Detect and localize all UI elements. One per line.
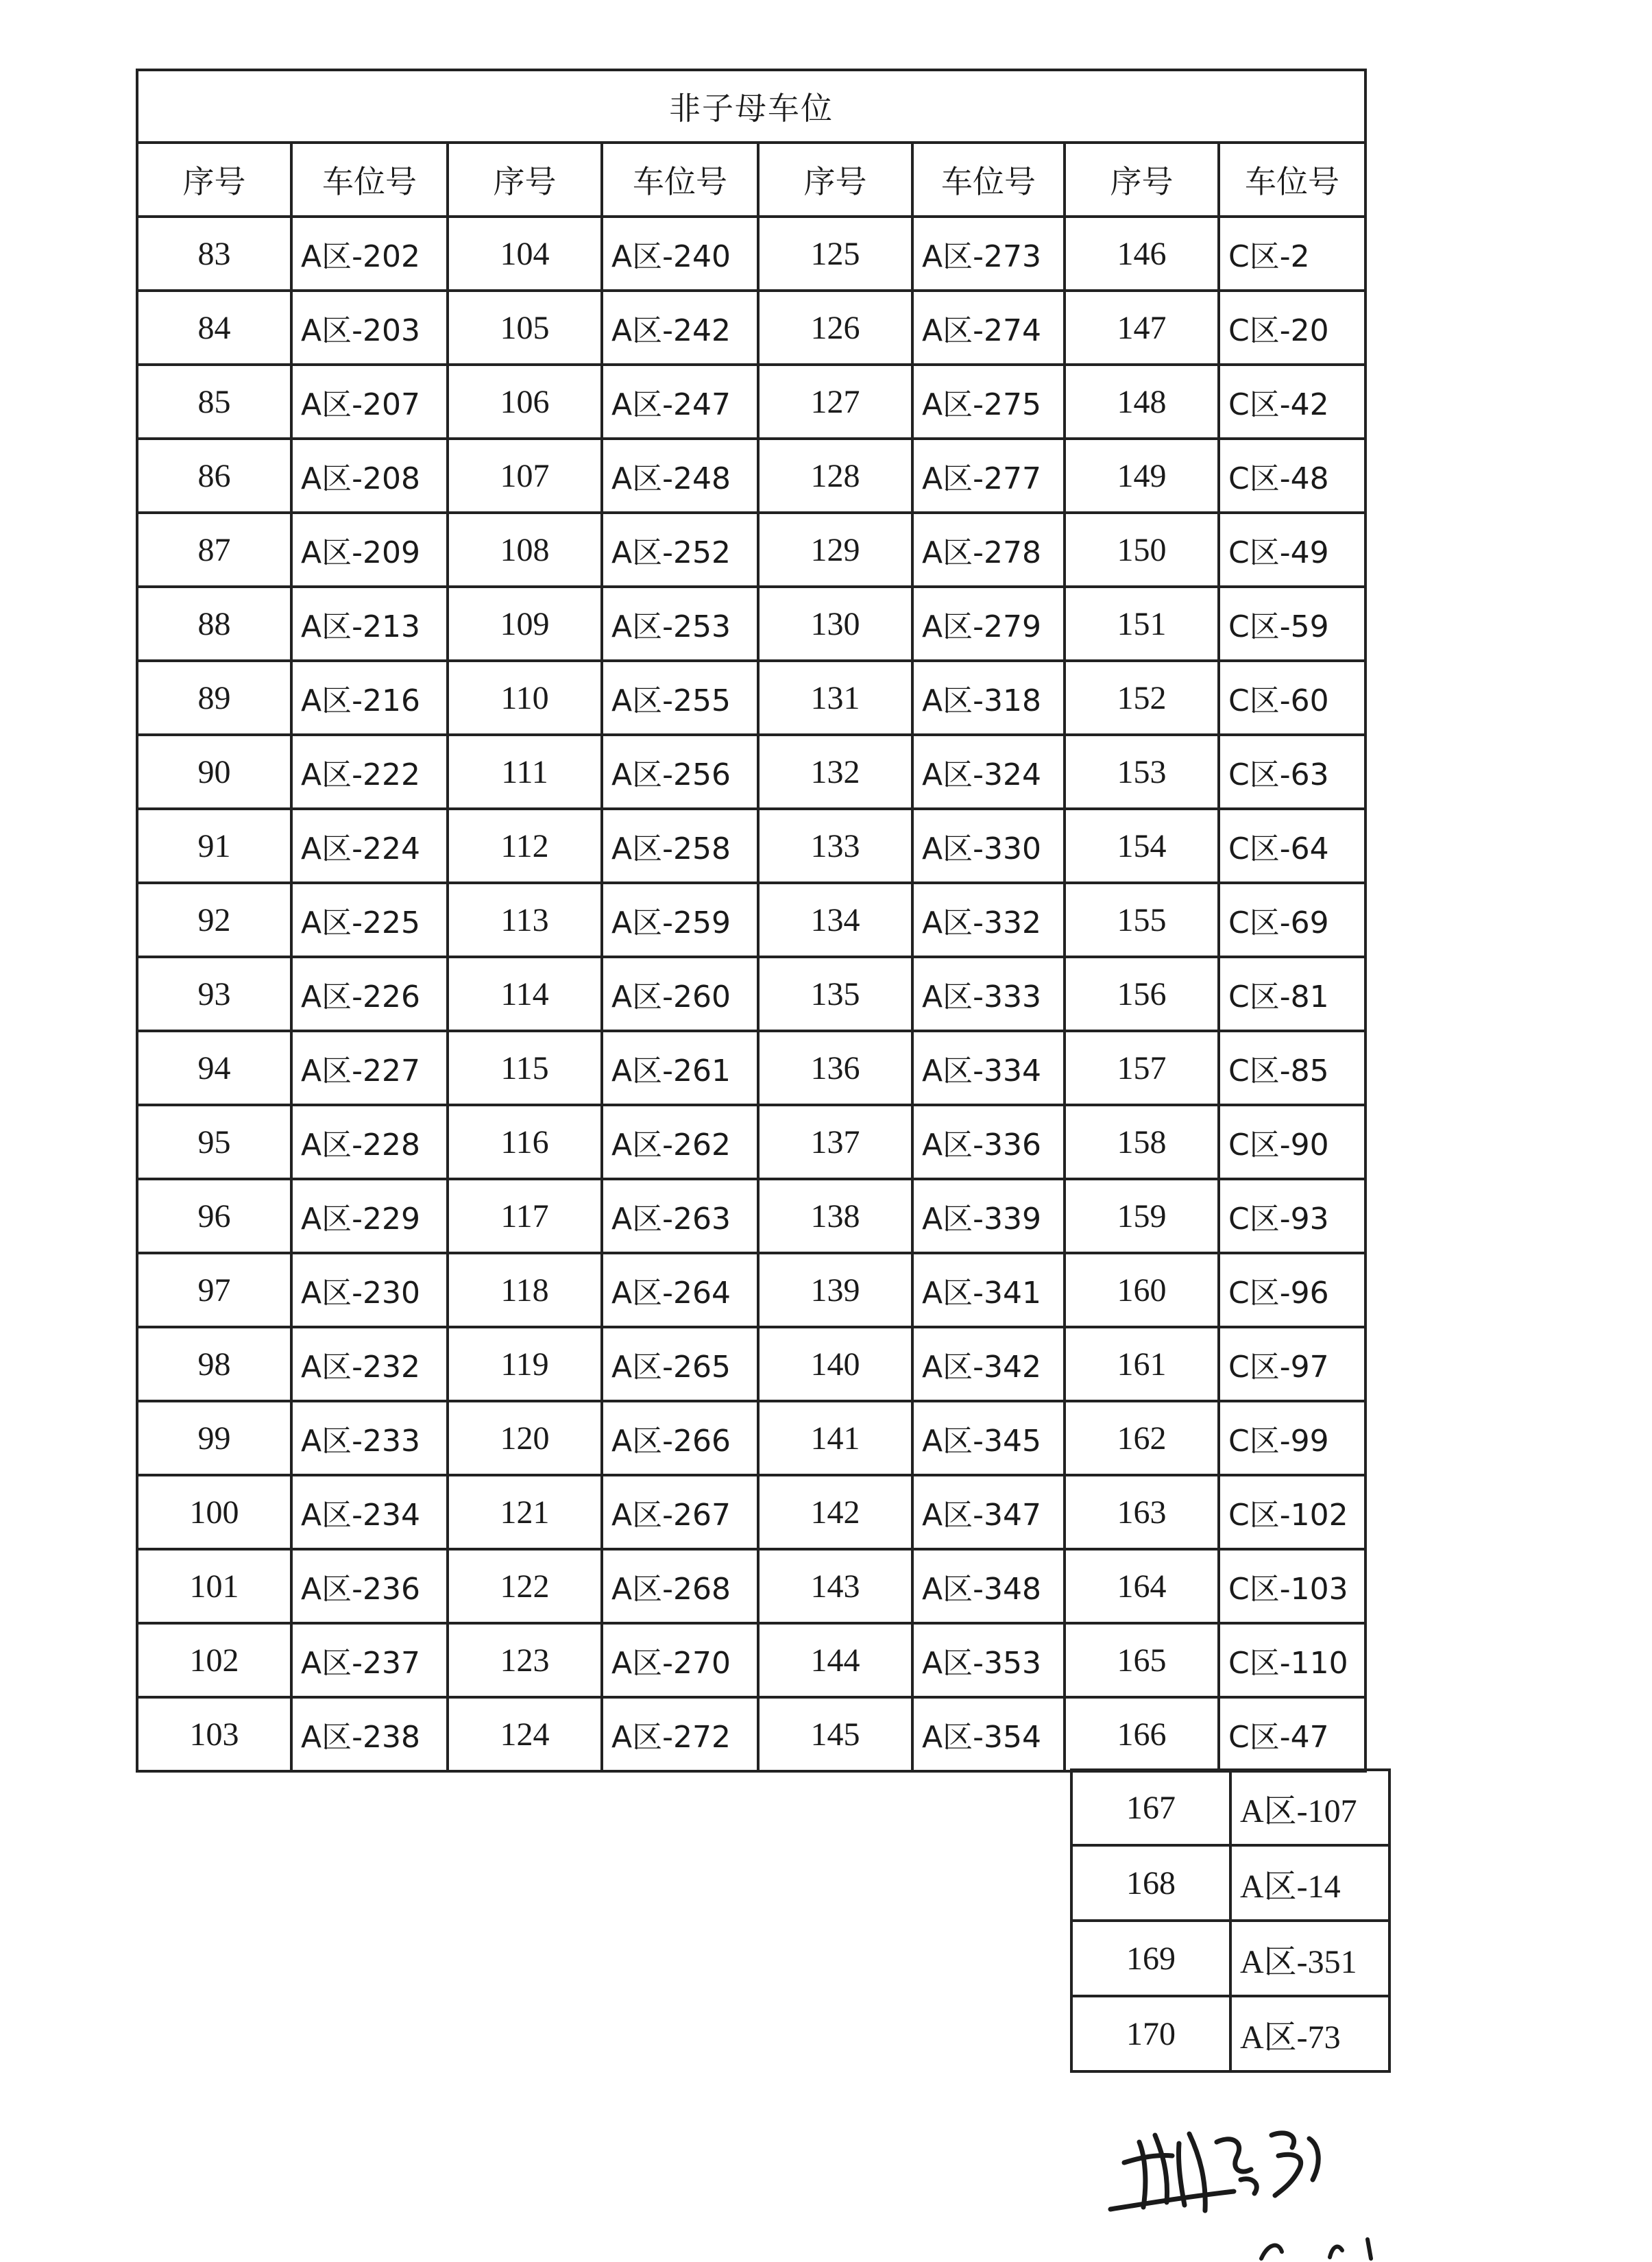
serial-number-cell: 138 xyxy=(758,1179,912,1253)
table-row xyxy=(137,661,1365,735)
serial-number-cell: 153 xyxy=(1065,735,1219,809)
parking-space-cell: A区-277 xyxy=(912,439,1065,513)
serial-number-cell: 87 xyxy=(137,513,291,587)
parking-space-cell: A区-268 xyxy=(602,1549,758,1623)
parking-space-cell: A区-14 xyxy=(1230,1845,1389,1921)
table-row xyxy=(137,1549,1365,1623)
parking-space-cell: C区-96 xyxy=(1219,1253,1365,1327)
serial-number-cell: 141 xyxy=(758,1401,912,1475)
parking-space-cell: A区-333 xyxy=(912,957,1065,1031)
parking-space-cell: A区-265 xyxy=(602,1327,758,1401)
parking-space-table-continuation xyxy=(1070,1768,1391,2073)
parking-space-table xyxy=(136,69,1367,1773)
parking-space-cell: C区-47 xyxy=(1219,1697,1365,1771)
serial-number-cell: 98 xyxy=(137,1327,291,1401)
serial-number-cell: 134 xyxy=(758,883,912,957)
parking-space-cell: C区-85 xyxy=(1219,1031,1365,1105)
serial-number-cell: 112 xyxy=(448,809,602,883)
serial-number-cell: 136 xyxy=(758,1031,912,1105)
table-row xyxy=(137,1401,1365,1475)
parking-space-cell: A区-222 xyxy=(291,735,448,809)
parking-space-cell: A区-342 xyxy=(912,1327,1065,1401)
serial-number-cell: 128 xyxy=(758,439,912,513)
parking-space-cell: C区-2 xyxy=(1219,217,1365,291)
table-row xyxy=(137,957,1365,1031)
parking-space-cell: A区-232 xyxy=(291,1327,448,1401)
serial-number-cell: 114 xyxy=(448,957,602,1031)
parking-space-cell: A区-259 xyxy=(602,883,758,957)
serial-number-cell: 166 xyxy=(1065,1697,1219,1771)
table-row xyxy=(137,1327,1365,1401)
serial-number-cell: 104 xyxy=(448,217,602,291)
serial-number-cell: 126 xyxy=(758,291,912,365)
serial-number-cell: 168 xyxy=(1071,1845,1230,1921)
header-parking-space-number: 车位号 xyxy=(291,143,448,217)
serial-number-cell: 156 xyxy=(1065,957,1219,1031)
serial-number-cell: 151 xyxy=(1065,587,1219,661)
parking-space-cell: A区-202 xyxy=(291,217,448,291)
serial-number-cell: 169 xyxy=(1071,1921,1230,1996)
serial-number-cell: 90 xyxy=(137,735,291,809)
serial-number-cell: 146 xyxy=(1065,217,1219,291)
parking-space-cell: C区-49 xyxy=(1219,513,1365,587)
table-row xyxy=(1071,1996,1389,2071)
serial-number-cell: 159 xyxy=(1065,1179,1219,1253)
table-row xyxy=(137,1697,1365,1771)
handwritten-signature xyxy=(1104,2115,1350,2217)
serial-number-cell: 157 xyxy=(1065,1031,1219,1105)
serial-number-cell: 97 xyxy=(137,1253,291,1327)
serial-number-cell: 85 xyxy=(137,365,291,439)
parking-space-cell: A区-272 xyxy=(602,1697,758,1771)
serial-number-cell: 110 xyxy=(448,661,602,735)
parking-space-cell: A区-226 xyxy=(291,957,448,1031)
parking-space-cell: A区-334 xyxy=(912,1031,1065,1105)
parking-space-cell: A区-266 xyxy=(602,1401,758,1475)
parking-space-cell: A区-345 xyxy=(912,1401,1065,1475)
parking-space-cell: A区-230 xyxy=(291,1253,448,1327)
serial-number-cell: 124 xyxy=(448,1697,602,1771)
header-serial-number: 序号 xyxy=(448,143,602,217)
parking-space-cell: A区-261 xyxy=(602,1031,758,1105)
table-row xyxy=(1071,1921,1389,1996)
parking-space-cell: A区-253 xyxy=(602,587,758,661)
serial-number-cell: 152 xyxy=(1065,661,1219,735)
serial-number-cell: 118 xyxy=(448,1253,602,1327)
parking-space-cell: C区-93 xyxy=(1219,1179,1365,1253)
serial-number-cell: 133 xyxy=(758,809,912,883)
serial-number-cell: 139 xyxy=(758,1253,912,1327)
parking-space-cell: C区-97 xyxy=(1219,1327,1365,1401)
parking-space-cell: A区-260 xyxy=(602,957,758,1031)
serial-number-cell: 162 xyxy=(1065,1401,1219,1475)
serial-number-cell: 155 xyxy=(1065,883,1219,957)
table-row xyxy=(137,587,1365,661)
parking-space-cell: C区-102 xyxy=(1219,1475,1365,1549)
table-row xyxy=(137,1623,1365,1697)
serial-number-cell: 144 xyxy=(758,1623,912,1697)
parking-space-cell: A区-339 xyxy=(912,1179,1065,1253)
table-header-row xyxy=(137,143,1365,217)
parking-space-cell: A区-252 xyxy=(602,513,758,587)
serial-number-cell: 164 xyxy=(1065,1549,1219,1623)
parking-space-cell: A区-270 xyxy=(602,1623,758,1697)
parking-space-cell: A区-336 xyxy=(912,1105,1065,1179)
parking-space-cell: A区-247 xyxy=(602,365,758,439)
parking-space-cell: A区-332 xyxy=(912,883,1065,957)
parking-space-cell: A区-324 xyxy=(912,735,1065,809)
serial-number-cell: 99 xyxy=(137,1401,291,1475)
table-row xyxy=(137,1031,1365,1105)
parking-space-cell: A区-240 xyxy=(602,217,758,291)
serial-number-cell: 91 xyxy=(137,809,291,883)
parking-space-cell: A区-236 xyxy=(291,1549,448,1623)
table-row xyxy=(137,1179,1365,1253)
serial-number-cell: 125 xyxy=(758,217,912,291)
serial-number-cell: 83 xyxy=(137,217,291,291)
serial-number-cell: 88 xyxy=(137,587,291,661)
parking-space-cell: A区-248 xyxy=(602,439,758,513)
serial-number-cell: 163 xyxy=(1065,1475,1219,1549)
serial-number-cell: 140 xyxy=(758,1327,912,1401)
serial-number-cell: 117 xyxy=(448,1179,602,1253)
table-title: 非子母车位 xyxy=(137,70,1365,143)
serial-number-cell: 120 xyxy=(448,1401,602,1475)
parking-space-cell: A区-73 xyxy=(1230,1996,1389,2071)
parking-space-cell: C区-20 xyxy=(1219,291,1365,365)
serial-number-cell: 147 xyxy=(1065,291,1219,365)
parking-space-cell: A区-228 xyxy=(291,1105,448,1179)
parking-space-cell: A区-273 xyxy=(912,217,1065,291)
table-row xyxy=(137,883,1365,957)
parking-space-cell: A区-351 xyxy=(1230,1921,1389,1996)
parking-space-cell: C区-48 xyxy=(1219,439,1365,513)
parking-space-cell: A区-224 xyxy=(291,809,448,883)
parking-space-cell: A区-207 xyxy=(291,365,448,439)
serial-number-cell: 142 xyxy=(758,1475,912,1549)
parking-space-cell: A区-275 xyxy=(912,365,1065,439)
serial-number-cell: 93 xyxy=(137,957,291,1031)
serial-number-cell: 137 xyxy=(758,1105,912,1179)
parking-space-cell: C区-103 xyxy=(1219,1549,1365,1623)
parking-space-cell: A区-225 xyxy=(291,883,448,957)
parking-space-cell: C区-110 xyxy=(1219,1623,1365,1697)
parking-space-cell: C区-90 xyxy=(1219,1105,1365,1179)
parking-space-cell: A区-237 xyxy=(291,1623,448,1697)
table-title-row xyxy=(137,70,1365,143)
parking-space-cell: A区-255 xyxy=(602,661,758,735)
serial-number-cell: 92 xyxy=(137,883,291,957)
table-row xyxy=(1071,1845,1389,1921)
serial-number-cell: 109 xyxy=(448,587,602,661)
serial-number-cell: 148 xyxy=(1065,365,1219,439)
parking-space-cell: A区-107 xyxy=(1230,1770,1389,1845)
parking-space-cell: A区-278 xyxy=(912,513,1065,587)
serial-number-cell: 84 xyxy=(137,291,291,365)
handwritten-marks xyxy=(1248,2231,1385,2262)
serial-number-cell: 165 xyxy=(1065,1623,1219,1697)
serial-number-cell: 149 xyxy=(1065,439,1219,513)
parking-space-cell: A区-274 xyxy=(912,291,1065,365)
parking-space-cell: C区-60 xyxy=(1219,661,1365,735)
serial-number-cell: 101 xyxy=(137,1549,291,1623)
parking-space-cell: A区-242 xyxy=(602,291,758,365)
parking-space-cell: A区-330 xyxy=(912,809,1065,883)
parking-space-cell: A区-256 xyxy=(602,735,758,809)
parking-space-cell: A区-208 xyxy=(291,439,448,513)
table-row xyxy=(1071,1770,1389,1845)
parking-space-cell: A区-348 xyxy=(912,1549,1065,1623)
serial-number-cell: 161 xyxy=(1065,1327,1219,1401)
parking-space-cell: A区-229 xyxy=(291,1179,448,1253)
table-row xyxy=(137,513,1365,587)
serial-number-cell: 102 xyxy=(137,1623,291,1697)
parking-space-cell: C区-63 xyxy=(1219,735,1365,809)
serial-number-cell: 106 xyxy=(448,365,602,439)
header-serial-number: 序号 xyxy=(137,143,291,217)
parking-space-cell: A区-262 xyxy=(602,1105,758,1179)
serial-number-cell: 119 xyxy=(448,1327,602,1401)
serial-number-cell: 121 xyxy=(448,1475,602,1549)
parking-space-cell: A区-203 xyxy=(291,291,448,365)
serial-number-cell: 145 xyxy=(758,1697,912,1771)
parking-space-cell: C区-64 xyxy=(1219,809,1365,883)
serial-number-cell: 170 xyxy=(1071,1996,1230,2071)
serial-number-cell: 111 xyxy=(448,735,602,809)
serial-number-cell: 150 xyxy=(1065,513,1219,587)
serial-number-cell: 103 xyxy=(137,1697,291,1771)
serial-number-cell: 132 xyxy=(758,735,912,809)
serial-number-cell: 95 xyxy=(137,1105,291,1179)
parking-space-cell: A区-318 xyxy=(912,661,1065,735)
header-serial-number: 序号 xyxy=(758,143,912,217)
serial-number-cell: 107 xyxy=(448,439,602,513)
table-row xyxy=(137,809,1365,883)
serial-number-cell: 158 xyxy=(1065,1105,1219,1179)
serial-number-cell: 131 xyxy=(758,661,912,735)
serial-number-cell: 100 xyxy=(137,1475,291,1549)
parking-space-cell: A区-234 xyxy=(291,1475,448,1549)
serial-number-cell: 115 xyxy=(448,1031,602,1105)
parking-space-cell: A区-341 xyxy=(912,1253,1065,1327)
serial-number-cell: 127 xyxy=(758,365,912,439)
parking-space-cell: A区-216 xyxy=(291,661,448,735)
header-parking-space-number: 车位号 xyxy=(1219,143,1365,217)
parking-space-cell: A区-267 xyxy=(602,1475,758,1549)
parking-space-cell: A区-209 xyxy=(291,513,448,587)
serial-number-cell: 122 xyxy=(448,1549,602,1623)
serial-number-cell: 143 xyxy=(758,1549,912,1623)
parking-space-cell: A区-279 xyxy=(912,587,1065,661)
serial-number-cell: 89 xyxy=(137,661,291,735)
header-parking-space-number: 车位号 xyxy=(602,143,758,217)
serial-number-cell: 154 xyxy=(1065,809,1219,883)
parking-space-cell: C区-42 xyxy=(1219,365,1365,439)
serial-number-cell: 135 xyxy=(758,957,912,1031)
parking-space-cell: A区-263 xyxy=(602,1179,758,1253)
parking-space-cell: C区-81 xyxy=(1219,957,1365,1031)
serial-number-cell: 86 xyxy=(137,439,291,513)
header-serial-number: 序号 xyxy=(1065,143,1219,217)
table-row xyxy=(137,291,1365,365)
table-row xyxy=(137,365,1365,439)
parking-space-cell: A区-238 xyxy=(291,1697,448,1771)
serial-number-cell: 123 xyxy=(448,1623,602,1697)
table-row xyxy=(137,1253,1365,1327)
parking-space-cell: C区-69 xyxy=(1219,883,1365,957)
serial-number-cell: 94 xyxy=(137,1031,291,1105)
serial-number-cell: 130 xyxy=(758,587,912,661)
serial-number-cell: 105 xyxy=(448,291,602,365)
table-row xyxy=(137,1105,1365,1179)
table-row xyxy=(137,217,1365,291)
parking-space-cell: C区-99 xyxy=(1219,1401,1365,1475)
serial-number-cell: 160 xyxy=(1065,1253,1219,1327)
parking-space-cell: A区-354 xyxy=(912,1697,1065,1771)
serial-number-cell: 108 xyxy=(448,513,602,587)
table-row xyxy=(137,1475,1365,1549)
parking-space-cell: A区-213 xyxy=(291,587,448,661)
table-row xyxy=(137,735,1365,809)
parking-space-cell: A区-258 xyxy=(602,809,758,883)
parking-space-cell: A区-347 xyxy=(912,1475,1065,1549)
parking-space-cell: A区-233 xyxy=(291,1401,448,1475)
table-row xyxy=(137,439,1365,513)
header-parking-space-number: 车位号 xyxy=(912,143,1065,217)
parking-space-cell: A区-353 xyxy=(912,1623,1065,1697)
serial-number-cell: 113 xyxy=(448,883,602,957)
serial-number-cell: 116 xyxy=(448,1105,602,1179)
parking-space-cell: A区-264 xyxy=(602,1253,758,1327)
serial-number-cell: 129 xyxy=(758,513,912,587)
serial-number-cell: 167 xyxy=(1071,1770,1230,1845)
serial-number-cell: 96 xyxy=(137,1179,291,1253)
parking-space-cell: C区-59 xyxy=(1219,587,1365,661)
parking-space-cell: A区-227 xyxy=(291,1031,448,1105)
